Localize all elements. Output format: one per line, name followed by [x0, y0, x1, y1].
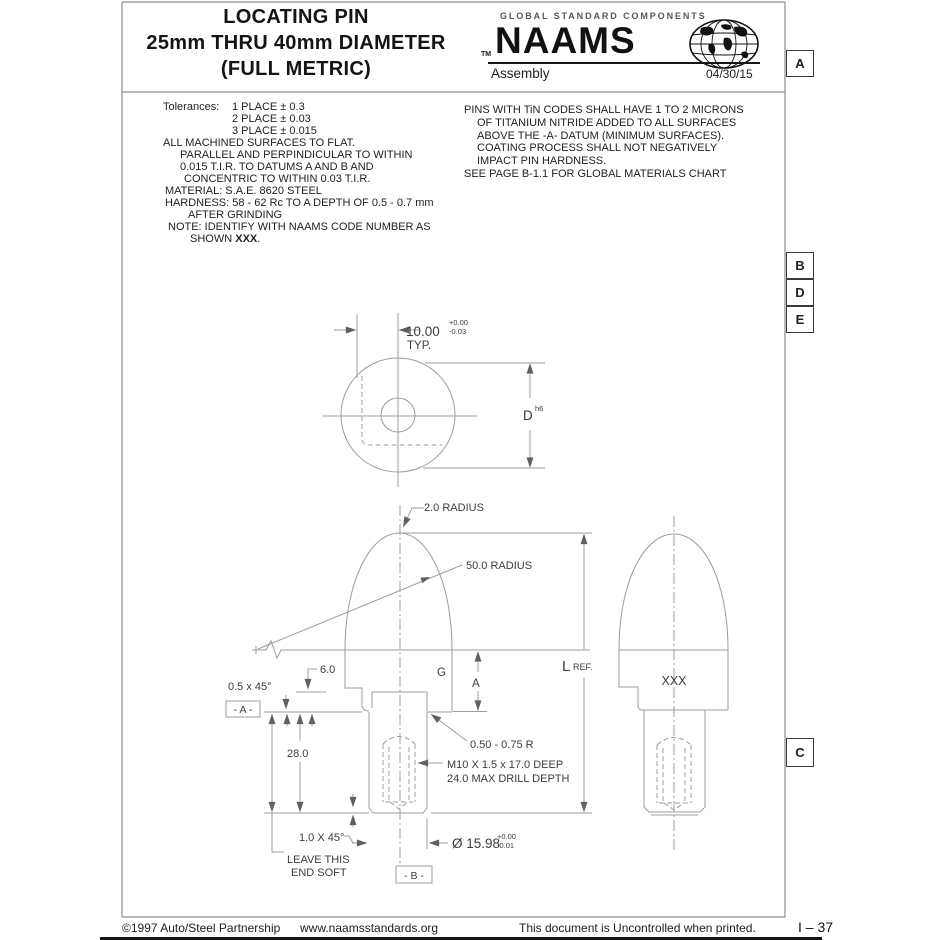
note-line: PINS WITH TiN CODES SHALL HAVE 1 TO 2 MICRONS — [464, 104, 744, 116]
side-view-geometry — [252, 505, 592, 866]
page-number: I – 37 — [798, 919, 834, 935]
brand-subtitle: Assembly — [491, 66, 550, 81]
zone-marker-b: B — [786, 252, 814, 279]
note-line: ABOVE THE -A- DATUM (MINIMUM SURFACES). — [477, 129, 725, 142]
dim-thread-line1: M10 X 1.5 x 17.0 DEEP — [447, 759, 564, 771]
note-line: PARALLEL AND PERPINDICULAR TO WITHIN — [180, 149, 413, 161]
globe-icon — [687, 17, 761, 71]
trademark-symbol: TM — [481, 51, 492, 58]
dim-tip-radius: 2.0 RADIUS — [424, 502, 484, 514]
dim-flat-offset: 10.00 — [406, 324, 440, 339]
datum-b-label: - B - — [404, 870, 424, 882]
note-line: ALL MACHINED SURFACES TO FLAT. — [163, 137, 356, 149]
tolerance-line: 3 PLACE ± 0.015 — [232, 125, 317, 137]
note-soft-line1: LEAVE THIS — [287, 854, 350, 866]
note-line: IMPACT PIN HARDNESS. — [477, 155, 607, 168]
copyright-text: ©1997 Auto/Steel Partnership — [122, 921, 281, 935]
note-line-shown: SHOWN XXX. — [190, 233, 261, 245]
dim-shank-tol-plus: +0.00 — [497, 832, 516, 841]
dim-diameter-label: D — [523, 408, 533, 423]
dim-chamfer-bottom: 1.0 X 45° — [299, 832, 345, 844]
dim-a-label: A — [472, 678, 480, 690]
dim-fillet: 0.50 - 0.75 R — [470, 739, 534, 751]
note-line: NOTE: IDENTIFY WITH NAAMS CODE NUMBER AS — [168, 221, 431, 233]
dim-thread-line2: 24.0 MAX DRILL DEPTH — [447, 773, 570, 785]
code-placeholder: XXX — [235, 233, 258, 245]
top-view-dimension-text — [406, 318, 543, 423]
code-stamp: XXX — [661, 674, 687, 688]
dim-flat-typ: TYP. — [407, 340, 432, 352]
note-soft-line2: END SOFT — [291, 867, 347, 879]
page-title-line2: 25mm THRU 40mm DIAMETER — [146, 32, 446, 54]
top-view-geometry — [322, 313, 545, 487]
zone-marker-a: A — [786, 50, 814, 77]
zone-marker-e: E — [786, 306, 814, 333]
note-line: AFTER GRINDING — [188, 209, 283, 221]
datum-a-flag — [226, 701, 260, 717]
note-line: HARDNESS: 58 - 62 Rc TO A DEPTH OF 0.5 - 0.7 mm — [165, 197, 434, 209]
note-line: SEE PAGE B-1.1 FOR GLOBAL MATERIALS CHART — [464, 167, 727, 180]
note-line: CONCENTRIC TO WITHIN 0.03 T.I.R. — [184, 173, 371, 185]
revision-date: 04/30/15 — [706, 67, 753, 81]
dim-g-label: G — [437, 667, 446, 679]
dim-flat-tol-minus: -0.03 — [449, 327, 467, 336]
page-title-line1: LOCATING PIN — [223, 6, 369, 28]
dim-chamfer-top: 0.5 x 45° — [228, 681, 272, 693]
dim-step-height: 6.0 — [320, 664, 336, 676]
side-view-dimension-text — [228, 502, 593, 879]
uncontrolled-text: This document is Uncontrolled when printed. — [519, 921, 756, 935]
dim-shank-tol-minus: -0.01 — [497, 841, 515, 850]
general-notes — [163, 101, 434, 245]
dim-l-ref: REF. — [573, 662, 593, 672]
dim-diameter-fit: h6 — [535, 404, 544, 413]
title-block — [128, 4, 464, 82]
note-line: MATERIAL: S.A.E. 8620 STEEL — [165, 185, 322, 197]
note-line: COATING PROCESS SHALL NOT NEGATIVELY — [477, 142, 718, 155]
dim-shank-dia: Ø 15.98 — [452, 836, 501, 851]
brand-logo-text: NAAMS — [495, 20, 636, 61]
tolerance-line: 1 PLACE ± 0.3 — [232, 101, 305, 113]
dim-flat-tol-plus: +0.00 — [449, 318, 468, 327]
page-title-line3: (FULL METRIC) — [220, 58, 372, 80]
datum-a-label: - A - — [233, 704, 253, 716]
dim-nose-radius: 50.0 RADIUS — [466, 560, 533, 572]
dim-shank-length: 28.0 — [287, 748, 309, 760]
right-view-geometry — [619, 516, 728, 850]
website-text: www.naamsstandards.org — [300, 921, 439, 935]
tolerances-label: Tolerances: — [163, 101, 220, 113]
coating-notes — [464, 104, 744, 181]
dim-l-label: L — [562, 658, 571, 675]
note-line: 0.015 T.I.R. TO DATUMS A AND B AND — [180, 161, 374, 173]
note-line: OF TITANIUM NITRIDE ADDED TO ALL SURFACES — [477, 116, 737, 129]
zone-marker-d: D — [786, 279, 814, 306]
brand-tagline: GLOBAL STANDARD COMPONENTS — [500, 11, 707, 21]
tolerance-line: 2 PLACE ± 0.03 — [232, 113, 311, 125]
zone-marker-c: C — [786, 738, 814, 767]
datum-b-flag — [396, 866, 432, 883]
